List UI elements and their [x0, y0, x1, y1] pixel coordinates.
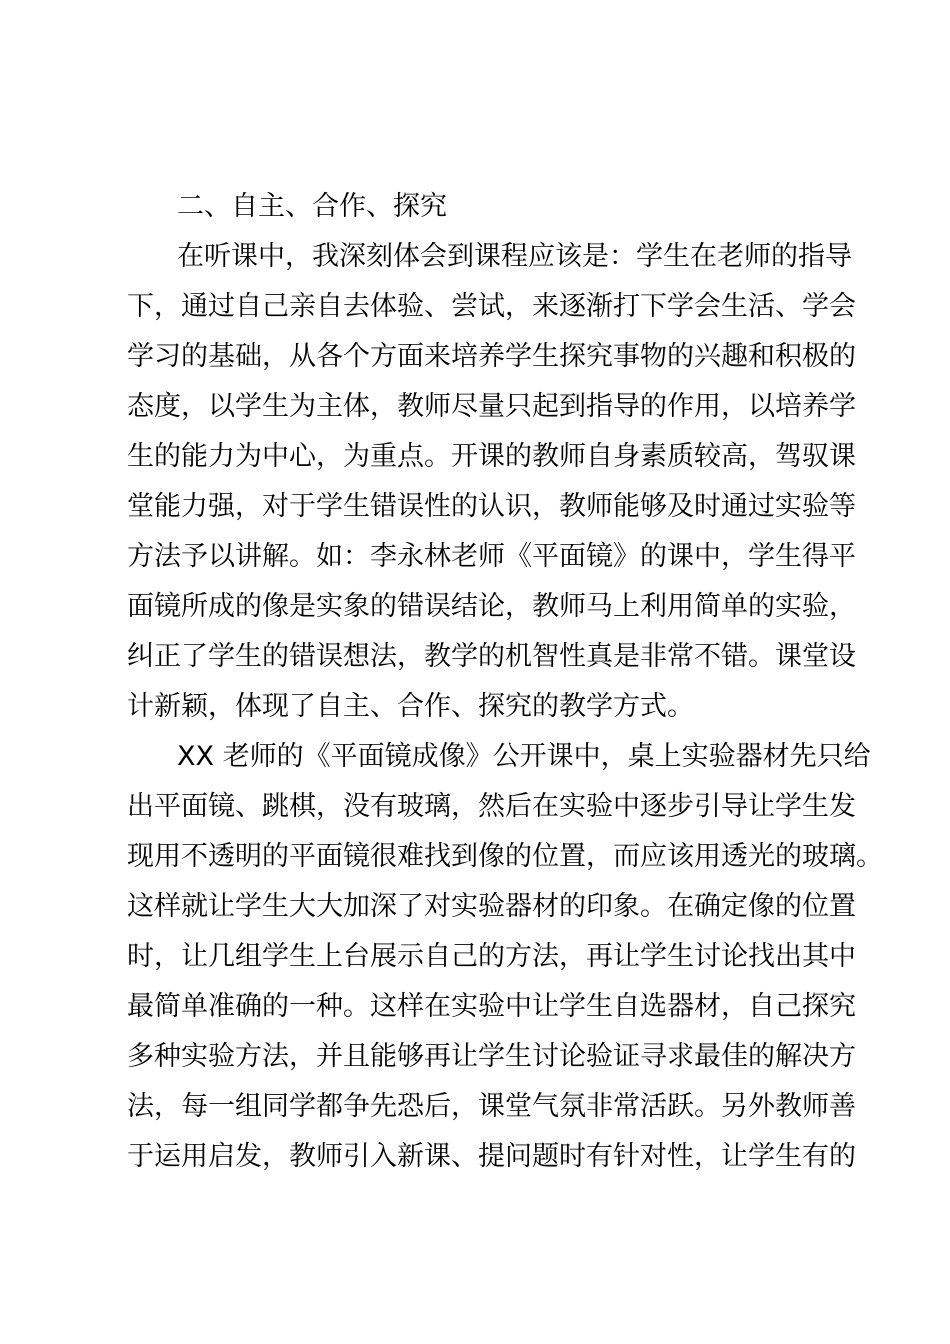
section-heading: 二、自主、合作、探究: [177, 191, 447, 222]
paragraph-line: 学习的基础，从各个方面来培养学生探究事物的兴趣和积极的: [127, 341, 856, 372]
paragraph-line: 时，让几组学生上台展示自己的方法，再让学生讨论找出其中: [127, 941, 856, 972]
paragraph-line: 这样就让学生大大加深了对实验器材的印象。在确定像的位置: [127, 891, 856, 922]
paragraph-1: [127, 232, 856, 732]
paragraph-line: 于运用启发，教师引入新课、提问题时有针对性，让学生有的: [127, 1141, 856, 1172]
paragraph-line: 纠正了学生的错误想法，教学的机智性真是非常不错。课堂设: [127, 641, 856, 672]
paragraph-2: [127, 732, 883, 1182]
paragraph-line: 多种实验方法，并且能够再让学生讨论验证寻求最佳的解决方: [127, 1041, 856, 1072]
paragraph-line: XX 老师的《平面镜成像》公开课中，桌上实验器材先只给: [177, 741, 871, 772]
paragraph-line: 出平面镜、跳棋，没有玻璃，然后在实验中逐步引导让学生发: [127, 791, 856, 822]
paragraph-line: 现用不透明的平面镜很难找到像的位置，而应该用透光的玻璃。: [127, 841, 883, 872]
paragraph-line: 面镜所成的像是实象的错误结论，教师马上利用简单的实验，: [127, 591, 856, 622]
document-body: [127, 182, 883, 1182]
paragraph-line: 堂能力强，对于学生错误性的认识，教师能够及时通过实验等: [127, 491, 856, 522]
paragraph-line: 在听课中，我深刻体会到课程应该是：学生在老师的指导: [177, 241, 852, 272]
paragraph-line: 下，通过自己亲自去体验、尝试，来逐渐打下学会生活、学会: [127, 291, 856, 322]
paragraph-line: 方法予以讲解。如：李永林老师《平面镜》的课中，学生得平: [127, 541, 856, 572]
paragraph-line: 最简单准确的一种。这样在实验中让学生自选器材，自己探究: [127, 991, 856, 1022]
paragraph-line: 生的能力为中心，为重点。开课的教师自身素质较高，驾驭课: [127, 441, 856, 472]
paragraph-line: 法，每一组同学都争先恐后，课堂气氛非常活跃。另外教师善: [127, 1091, 856, 1122]
paragraph-line: 态度，以学生为主体，教师尽量只起到指导的作用，以培养学: [127, 391, 856, 422]
paragraph-line: 计新颖，体现了自主、合作、探究的教学方式。: [127, 691, 694, 722]
